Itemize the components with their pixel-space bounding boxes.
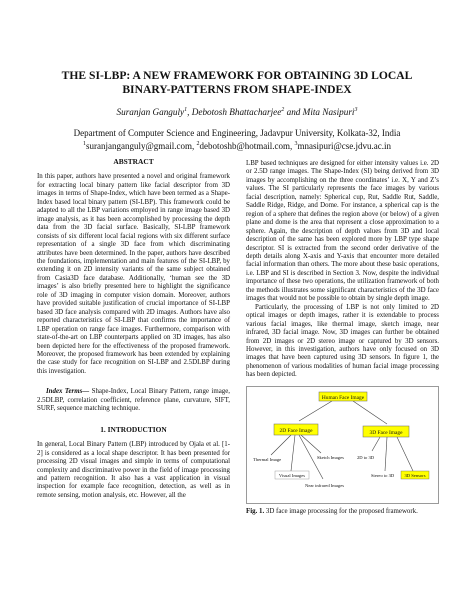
author-line — [30, 107, 444, 117]
affiliation-department: Department of Computer Science and Engineering, Jadavpur University, Kolkata-32, India — [73, 128, 401, 138]
edge-3d-to-stereo — [385, 437, 387, 471]
author-name: Debotosh Bhattacharjee — [191, 107, 282, 118]
node-2dto3d-label: 2D to 3D — [357, 454, 375, 460]
email-superscript: 3 — [294, 141, 298, 147]
edge-human-to-3d — [353, 401, 387, 424]
author-name: Mita Nasipuri — [302, 107, 355, 118]
node-visual-label: Visual Images — [278, 472, 306, 478]
author-superscript: 3 — [354, 107, 358, 113]
edge-3d-to-sensors — [397, 437, 413, 471]
edge-human-to-2d — [299, 401, 332, 421]
author-separator: and — [284, 107, 303, 118]
spacer — [37, 376, 230, 388]
body-paragraph: LBP based techniques are designed for either intensity values i.e. 2D or 2.5D range images. The Shape-Index (SI) being derived from 3D images by accomplishing on the three coordinates’ i.e. X, Y and Z’s values. The SI particularly represents the face images by various facial description, namely: Spherical cup, Rut, Saddle Rut, Saddle, Saddle Ridge, Ridge, and Dome. For instance, a spherical cap is the region of a sphere that defines the region above (or below) of a given plane and dome is the area that represent a close approximation to a sphere. Again, the description of depth values from 3D and local description of the same has been explored more by LBP type shape descriptor. SI is extracted from the second order derivative of the depth details along X-axis and Y-axis that encounter more detailed facial information than others. The more about these basic operations, i.e. LBP and SI is described in Section 3. Now, despite the individual importance of these two operations, the utilization framework of both the methods illustrates some significant characteristics of the 3D face images that would not be possible to obtain by single depth image. — [246, 160, 439, 303]
diagram-edges — [271, 401, 413, 479]
index-terms — [37, 388, 230, 413]
abstract-text: In this paper, authors have presented a novel and original framework for extracting local binary pattern like facial descriptor from 3D images in terms of Shape-Index, which have been termed as a Shape-Index based local binary pattern (SI-LBP). This framework could be adapted to all the LBP variations employed in range image based 3D image analysis, as it has been accomplished by processing the depth data from the 3D facial surface. Basically, SI-LBP framework consists of six different local facial regions with six different surface representation of a single 3D face from which discriminating attributes have been determined. In the paper, authors have described the foundations, implementation and main features of the SI-LBP, by extending it on 2D intensity variants of the same subject obtained from Casia3D face database. Additionally, ‘human see the 3D images’ is also briefly presented here to highlight the significance role of 3D imaging in computer vision domain. Moreover, authors have provided suitable justification of crucial importance of SI-LBP based 3D face analysis compared with 2D images. Authors have also reported characteristics of SI-LBP that confirms the importance of LBP operation on range face images. Furthermore, comparison with state-of-the-art on LBP counterparts applied on 3D images, has also been depicted here for the effectiveness of the proposed framework. Moreover, the proposed framework has been extended by explaining the case study for face recognition on SI-LBP and 2.5DLBP during this investigation. — [37, 173, 230, 375]
node-nir-label: Near infrared Images — [305, 482, 345, 488]
affiliation-emails — [30, 139, 444, 152]
figure-caption-text: 3D face image processing for the proposed framework. — [264, 507, 418, 515]
introduction-text: In general, Local Binary Pattern (LBP) introduced by Ojala et al. [1-2] is considered as a local shape descriptor. It has been presented for processing 2D visual images and simple in terms of computational complexity and discriminative power in the field of image processing and pattern recognition. It also has a vast application in visual inspection for example face recognition, detection, as well as in remote sensing, motion analysis, etc. However, all the — [37, 441, 230, 499]
author-superscript: 1 — [184, 107, 188, 113]
author-superscript: 2 — [281, 107, 285, 113]
node-2d-label: 2D Face Image — [279, 427, 313, 434]
email-address: debotoshb@hotmail.com, — [199, 141, 295, 151]
email-superscript: 1 — [82, 141, 86, 147]
node-thermal-label: Thermal Image — [253, 456, 282, 462]
introduction-heading: 1. INTRODUCTION — [100, 424, 167, 434]
node-stereo-label: Stereo to 3D — [371, 472, 395, 478]
author-name: Suranjan Ganguly — [116, 107, 185, 118]
edge-2d-to-visual — [291, 435, 295, 471]
right-column — [246, 160, 439, 516]
edge-2d-to-thermal — [271, 435, 291, 455]
node-3d-label: 3D Face Image — [369, 429, 403, 436]
figure-diagram — [247, 387, 440, 505]
paper-title: THE SI-LBP: A NEW FRAMEWORK FOR OBTAINING 3D LOCAL BINARY-PATTERNS FROM SHAPE-INDEX — [61, 69, 413, 96]
index-terms-label: Index Terms— — [46, 388, 90, 396]
affiliation-block — [30, 128, 444, 152]
email-superscript: 2 — [196, 141, 200, 147]
edge-3d-to-2dto3d — [372, 437, 380, 451]
index-terms-text: Shape-Index, Local Binary Pattern, range image, 2.5DLBP, correlation coefficient, reference plane, curvature, SIFT, SURF, sequence matching technique. — [37, 388, 230, 413]
body-paragraph: Particularly, the processing of LBP is not only limited to 2D optical images or depth images, rather it is extendable to process various facial images, like thermal image, sketch image, near infrared, 3D facial image. Now, 3D images can further be obtained from 2D images or 2D stereo image or captured by 3D sensors. However, in this investigation, authors have only focused on 3D images that have been captured using 3D sensors. In figure 1, the phenomenon of various modalities of human facial image processing has been depicted. — [246, 303, 439, 379]
author-separator: , — [187, 107, 192, 118]
spacer — [37, 414, 230, 426]
email-address: suranjanganguly@gmail.com, — [85, 141, 197, 151]
email-address: mnasipuri@cse.jdvu.ac.in — [297, 141, 392, 151]
left-column — [37, 158, 230, 500]
node-sketch-label: Sketch Images — [317, 454, 344, 460]
abstract-heading: ABSTRACT — [113, 157, 154, 166]
figure-caption-label: Fig. 1. — [246, 507, 265, 515]
node-sensors-label: 3D Sensors — [404, 472, 426, 478]
figure-caption — [246, 508, 439, 516]
figure-1 — [246, 386, 439, 504]
node-human-label: Human Face Image — [321, 394, 365, 401]
